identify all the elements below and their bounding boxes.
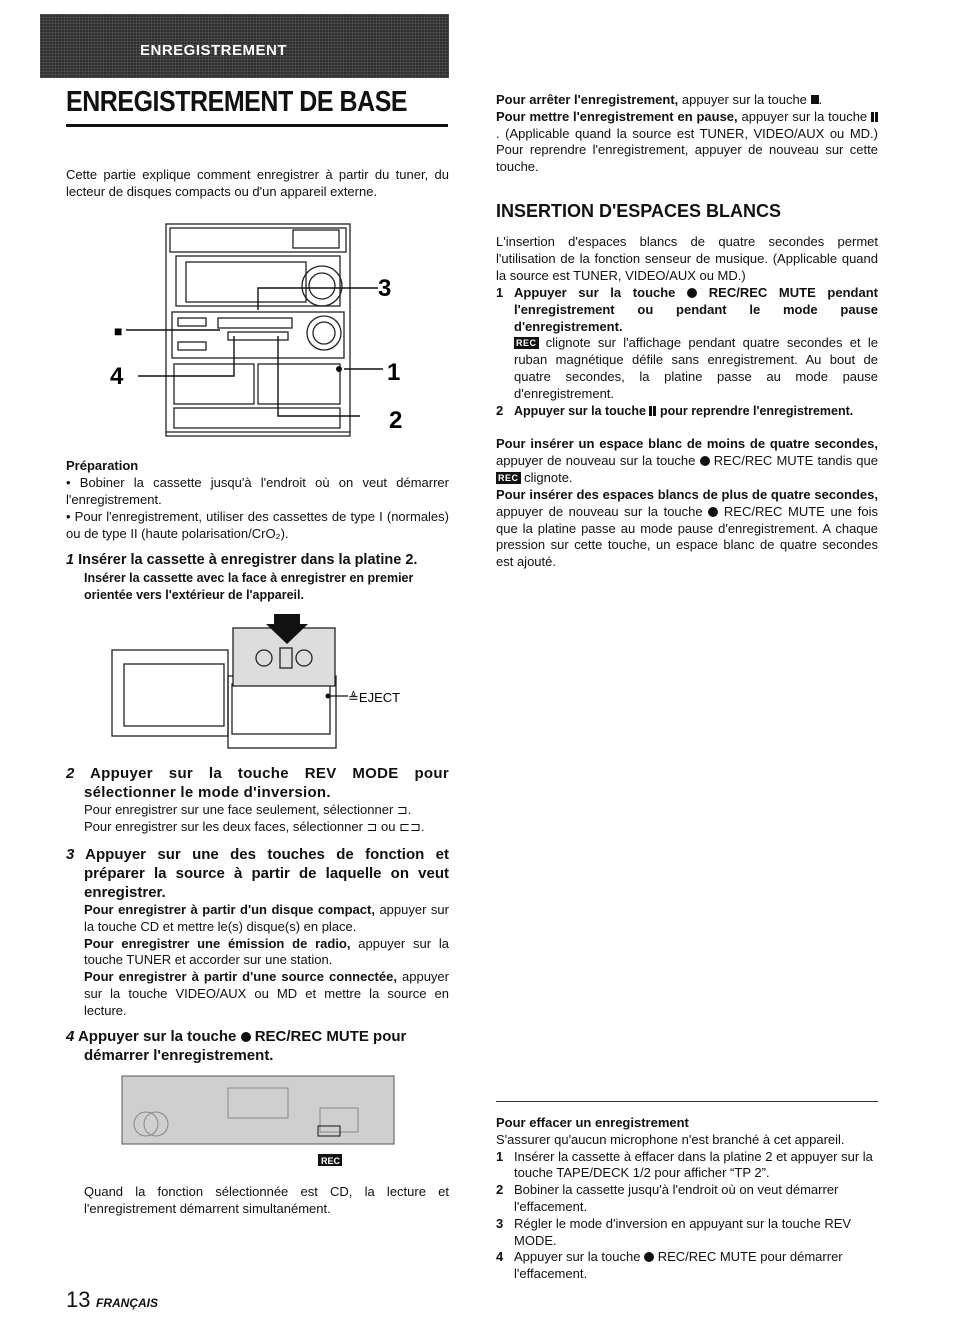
callout-1: 1 — [387, 359, 401, 386]
erase-step-3: 3 Régler le mode d'inversion en appuyant sur la touche REV MODE. — [496, 1215, 852, 1248]
preparation-bullet-1: • Bobiner la cassette jusqu'à l'endroit où on veut démarrer l'enregistrement. — [66, 475, 449, 507]
step-3-number: 3 — [66, 846, 75, 863]
step-2-line-1: Pour enregistrer sur une face seulement, sélectionner ⊐. — [84, 802, 412, 817]
erase-divider — [496, 1101, 878, 1102]
eject-label: ≜EJECT — [348, 690, 401, 705]
blank-step-1-body: REC clignote sur l'affichage pendant quatre secondes et le ruban magnétique défile sans enregistrement. Au bout de quatre secondes, la platine passe au mode pause d'enregistrement. — [514, 335, 878, 401]
section-banner — [40, 14, 449, 78]
callout-3: 3 — [378, 275, 392, 302]
section-heading-blanks: INSERTION D'ESPACES BLANCS — [496, 201, 781, 221]
blank-intro: L'insertion d'espaces blancs de quatre secondes permet l'utilisation de la fonction senseur de musique. (Applicable quand la source est TUNER, VIDEO/AUX ou MD.) — [496, 234, 878, 283]
blank-less-than-four: Pour insérer un espace blanc de moins de quatre secondes, appuyer de nouveau sur la touche REC/REC MUTE tandis que REC clignote. — [496, 436, 879, 485]
pause-icon — [871, 112, 878, 122]
title-rule — [66, 124, 448, 127]
rec-badge-icon: REC — [498, 472, 519, 483]
step-3 — [66, 845, 449, 1020]
step-1 — [66, 551, 449, 603]
cassette-insert-figure — [108, 610, 418, 752]
stop-instructions: Pour arrêter l'enregistrement, appuyer sur la touche . — [496, 92, 823, 107]
stop-icon — [811, 95, 819, 104]
erase-heading: Pour effacer un enregistrement — [496, 1115, 689, 1130]
step-1-title: Insérer la cassette à enregistrer dans la platine 2. — [78, 552, 418, 568]
step-4: 4 Appuyer sur la touche REC/REC MUTE pour démarrer l'enregistrement. — [66, 1028, 407, 1064]
erase-intro: S'assurer qu'aucun microphone n'est branché à cet appareil. — [496, 1131, 845, 1147]
step-4-number: 4 — [66, 1028, 75, 1045]
callout-2: 2 — [389, 407, 403, 434]
step-2-line-2: Pour enregistrer sur les deux faces, sélectionner ⊐ ou ⊏⊐. — [84, 818, 425, 834]
record-dot-icon — [687, 288, 697, 298]
erase-step-4: 4 Appuyer sur la touche REC/REC MUTE pour démarrer l'effacement. — [496, 1249, 843, 1282]
callout-stop: ■ — [114, 323, 123, 339]
step-1-number: 1 — [66, 552, 75, 568]
step-2 — [66, 764, 449, 836]
blank-step-1-title: Appuyer sur la touche REC/REC MUTE pendant l'enregistrement ou pendant le mode pause d'enregistrement. — [514, 285, 878, 334]
record-dot-icon — [241, 1032, 251, 1042]
right-column-top — [496, 92, 878, 176]
intro-text: Cette partie explique comment enregistrer à partir du tuner, du lecteur de disques compacts ou d'un appareil externe. — [66, 167, 449, 199]
banner-text: ENREGISTREMENT — [140, 42, 288, 59]
display-panel-figure — [120, 1074, 396, 1170]
blank-steps: 1 Appuyer sur la touche REC/REC MUTE pendant l'enregistrement ou pendant le mode pause d'enregistrement. REC clignote sur l'affichage pendant quatre secondes et le ruban magnétique défile sans enregistrement. Au bout de quatre secondes, la platine passe au mode pause d'enregistrement. 2 Appuyer sur la touche pour reprendre l'enregistrement. — [496, 285, 878, 418]
blank-more-than-four: Pour insérer des espaces blancs de plus de quatre secondes, appuyer de nouveau sur la touche REC/REC MUTE une fois que la platine passe au mode pause d'enregistrement. A chaque pression sur cette touche, un espace blanc de quatre secondes est ajouté. — [496, 487, 878, 570]
pause-icon — [649, 406, 656, 416]
pause-instructions: Pour mettre l'enregistrement en pause, appuyer sur la touche . (Applicable quand la source est TUNER, VIDEO/AUX ou MD.) Pour reprendre l'enregistrement, appuyer de nouveau sur cette touche. — [496, 108, 878, 175]
erase-step-1: 1 Insérer la cassette à effacer dans la platine 2 et appuyer sur la touche TAPE/DECK 1/2 pour afficher “TP 2”. — [496, 1148, 873, 1181]
cd-note: Quand la fonction sélectionnée est CD, la lecture et l'enregistrement démarrent simultanément. — [84, 1184, 449, 1216]
step-2-title: Appuyer sur la touche REV MODE pour sélectionner le mode d'inversion. — [84, 765, 449, 801]
record-dot-icon — [708, 507, 718, 517]
preparation-bullet-2: • Pour l'enregistrement, utiliser des cassettes de type I (normales) ou de type II (haute polarisation/CrO₂). — [66, 509, 449, 541]
rec-badge-icon: REC — [516, 338, 537, 349]
preparation-heading: Préparation — [66, 458, 139, 473]
blank-step-2: Appuyer sur la touche pour reprendre l'enregistrement. — [514, 403, 854, 418]
callout-4: 4 — [110, 363, 124, 390]
stereo-unit-figure — [108, 218, 408, 440]
step-1-sub: Insérer la cassette avec la face à enregistrer en premier orientée vers l'extérieur de l'appareil. — [84, 571, 414, 602]
rec-indicator: REC — [321, 1156, 341, 1166]
step-3-radio: Pour enregistrer une émission de radio, appuyer sur la touche TUNER et accorder sur une station. — [84, 935, 449, 968]
step-3-external: Pour enregistrer à partir d'une source connectée, appuyer sur la touche VIDEO/AUX ou MD et mettre la source en lecture. — [84, 969, 449, 1018]
step-3-title: Appuyer sur une des touches de fonction et préparer la source à partir de laquelle on veut enregistrer. — [84, 846, 449, 901]
step-2-number: 2 — [66, 765, 75, 782]
record-dot-icon — [644, 1252, 654, 1262]
language-label: FRANÇAIS — [96, 1296, 158, 1310]
record-dot-icon — [700, 456, 710, 466]
page-number: 13 — [66, 1287, 91, 1312]
erase-step-2: 2 Bobiner la cassette jusqu'à l'endroit où on veut démarrer l'effacement. — [496, 1182, 839, 1214]
erase-section — [496, 1115, 878, 1283]
page-title: ENREGISTREMENT DE BASE — [66, 86, 408, 118]
step-3-cd: Pour enregistrer à partir d'un disque compact, appuyer sur la touche CD et mettre le(s) disque(s) en place. — [84, 902, 449, 934]
